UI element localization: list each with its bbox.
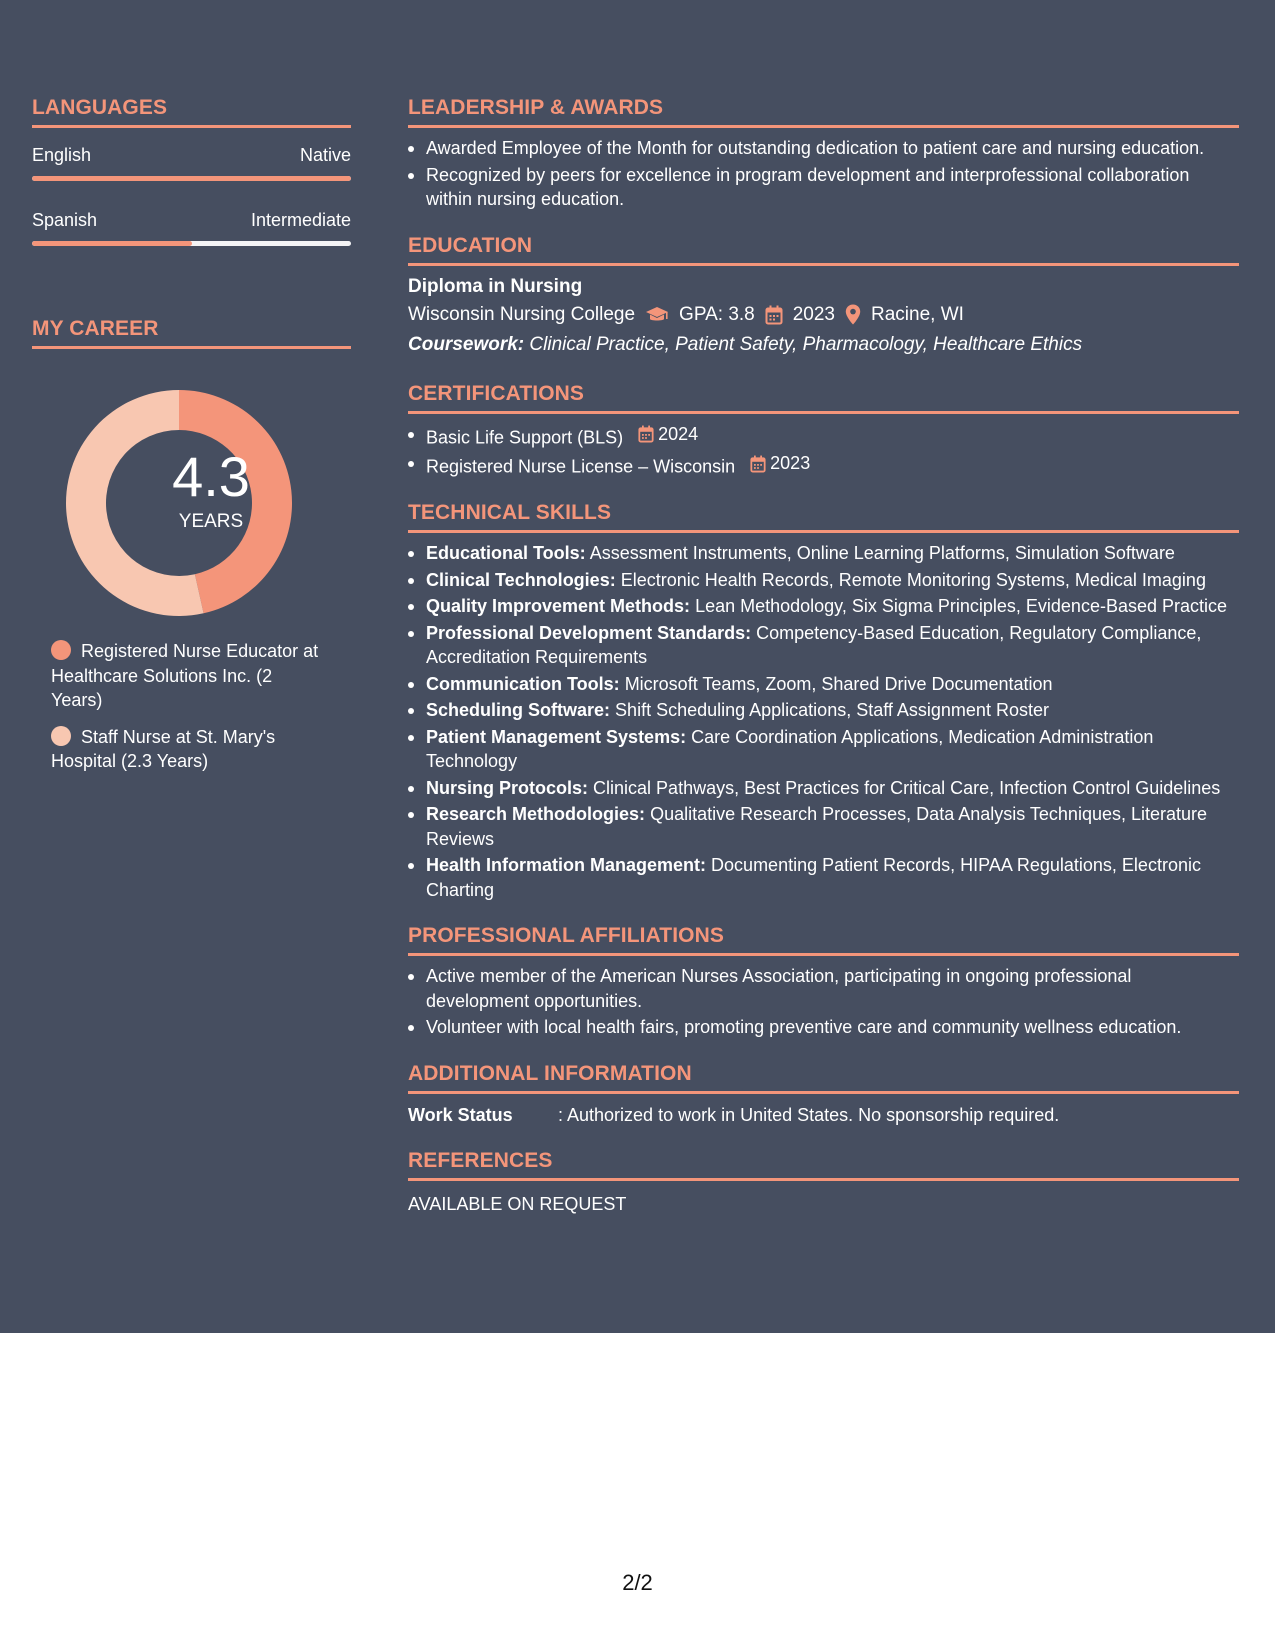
education-meta xyxy=(408,300,1239,330)
education-year: 2023 xyxy=(792,303,836,325)
language-level: Native xyxy=(299,145,351,165)
career-total-years: 4.3 xyxy=(172,445,250,508)
language-level-fill xyxy=(32,176,351,181)
map-pin-icon xyxy=(845,304,861,325)
page-number: 2/2 xyxy=(622,1570,653,1595)
skill-label: Professional Development Standards: xyxy=(426,622,752,643)
education-degree: Diploma in Nursing xyxy=(408,275,583,297)
certification-year: 2023 xyxy=(770,453,811,474)
career-title: MY CAREER xyxy=(32,317,351,349)
language-level-fill xyxy=(32,241,192,246)
certifications-title: CERTIFICATIONS xyxy=(408,382,1239,414)
leadership-title: LEADERSHIP & AWARDS xyxy=(408,96,1239,128)
certifications-section xyxy=(408,382,1239,480)
list-item xyxy=(408,568,1239,593)
education-location: Racine, WI xyxy=(871,303,964,325)
calendar-icon xyxy=(638,425,654,443)
work-status-label: Work Status xyxy=(408,1104,513,1125)
coursework-text: Clinical Practice, Patient Safety, Pharmacology, Healthcare Ethics xyxy=(529,333,1083,355)
education-title: EDUCATION xyxy=(408,234,1239,266)
skill-text: Electronic Health Records, Remote Monitoring Systems, Medical Imaging xyxy=(620,569,1206,590)
languages-title: LANGUAGES xyxy=(32,96,351,128)
language-level-bar xyxy=(32,176,351,181)
list-item xyxy=(408,802,1239,851)
skill-text: Competency-Based Education, Regulatory Compliance, Accreditation Requirements xyxy=(426,622,1202,667)
skill-text: Clinical Pathways, Best Practices for Critical Care, Infection Control Guidelines xyxy=(593,777,1221,798)
languages-section xyxy=(32,96,351,246)
certification-name: Registered Nurse License – Wisconsin xyxy=(426,456,736,477)
additional-section xyxy=(408,1062,1239,1127)
certification-name: Basic Life Support (BLS) xyxy=(426,426,624,447)
skill-text: Qualitative Research Processes, Data Analysis Techniques, Literature Reviews xyxy=(426,804,1208,849)
affiliations-section xyxy=(408,924,1239,1040)
certification-year: 2024 xyxy=(658,423,699,444)
list-item: Recognized by peers for excellence in program development and interprofessional collaboration within nursing education. xyxy=(408,163,1239,212)
career-item xyxy=(51,725,321,774)
certifications-list xyxy=(408,422,1239,480)
career-legend-dot xyxy=(51,640,71,660)
career-legend-dot xyxy=(51,726,71,746)
affiliations-title: PROFESSIONAL AFFILIATIONS xyxy=(408,924,1239,956)
leadership-section xyxy=(408,96,1239,212)
right-column xyxy=(408,96,1239,1216)
references-title: REFERENCES xyxy=(408,1149,1239,1181)
list-item xyxy=(408,853,1239,902)
career-list xyxy=(32,639,351,774)
additional-title: ADDITIONAL INFORMATION xyxy=(408,1062,1239,1094)
list-item: Awarded Employee of the Month for outstanding dedication to patient care and nursing education. xyxy=(408,136,1239,161)
list-item: Active member of the American Nurses Association, participating in ongoing professional development opportunities. xyxy=(408,964,1239,1013)
skill-label: Research Methodologies: xyxy=(426,804,646,824)
skill-label: Communication Tools: xyxy=(426,673,620,694)
list-item xyxy=(408,422,1239,450)
list-item xyxy=(408,621,1239,670)
skill-text: Lean Methodology, Six Sigma Principles, Evidence-Based Practice xyxy=(695,596,1228,616)
list-item xyxy=(408,725,1239,774)
skill-label: Nursing Protocols: xyxy=(426,777,589,798)
skill-label: Patient Management Systems: xyxy=(426,726,687,747)
language-level-bar xyxy=(32,241,351,246)
list-item xyxy=(408,776,1239,801)
leadership-list xyxy=(408,136,1239,212)
language-level: Intermediate xyxy=(250,210,351,230)
education-section xyxy=(408,234,1239,360)
references-text: AVAILABLE ON REQUEST xyxy=(408,1193,627,1214)
career-total-unit: YEARS xyxy=(178,511,244,532)
list-item: Volunteer with local health fairs, promoting preventive care and community wellness education. xyxy=(408,1015,1239,1040)
career-item-label: Staff Nurse at St. Mary's Hospital (2.3 Years) xyxy=(51,726,276,771)
skill-text: Documenting Patient Records, HIPAA Regulations, Electronic Charting xyxy=(426,855,1201,900)
list-item xyxy=(408,672,1239,697)
skill-label: Scheduling Software: xyxy=(426,700,611,720)
language-item xyxy=(32,144,351,181)
work-status-value: : Authorized to work in United States. No sponsorship required. xyxy=(558,1104,1060,1125)
career-item-label: Registered Nurse Educator at Healthcare Solutions Inc. (2 Years) xyxy=(51,641,319,710)
language-name: Spanish xyxy=(32,210,98,230)
skills-title: TECHNICAL SKILLS xyxy=(408,501,1239,533)
list-item xyxy=(408,698,1239,723)
references-section xyxy=(408,1149,1239,1216)
skill-text: Care Coordination Applications, Medication Administration Technology xyxy=(426,726,1154,771)
career-donut-chart xyxy=(32,377,351,627)
skill-label: Quality Improvement Methods: xyxy=(426,596,691,616)
education-coursework xyxy=(408,330,1239,360)
calendar-icon xyxy=(750,455,766,473)
calendar-icon xyxy=(765,305,783,325)
list-item xyxy=(408,594,1239,619)
affiliations-list xyxy=(408,964,1239,1040)
language-name: English xyxy=(32,145,92,165)
skill-text: Microsoft Teams, Zoom, Shared Drive Documentation xyxy=(624,673,1053,694)
work-status-row xyxy=(408,1103,1239,1127)
left-column xyxy=(32,96,351,786)
skill-label: Educational Tools: xyxy=(426,543,586,563)
skills-list xyxy=(408,541,1239,902)
career-section xyxy=(32,317,351,774)
skill-label: Clinical Technologies: xyxy=(426,569,616,590)
education-gpa: GPA: 3.8 xyxy=(679,303,755,325)
skills-section xyxy=(408,501,1239,902)
career-item xyxy=(51,639,321,713)
language-item xyxy=(32,209,351,246)
list-item xyxy=(408,541,1239,566)
skill-text: Assessment Instruments, Online Learning Platforms, Simulation Software xyxy=(589,543,1175,563)
graduation-cap-icon xyxy=(645,306,669,324)
skill-text: Shift Scheduling Applications, Staff Assignment Roster xyxy=(615,700,1049,720)
skill-label: Health Information Management: xyxy=(426,855,707,875)
education-school: Wisconsin Nursing College xyxy=(408,303,636,325)
coursework-label: Coursework: xyxy=(408,333,525,355)
list-item xyxy=(408,451,1239,479)
